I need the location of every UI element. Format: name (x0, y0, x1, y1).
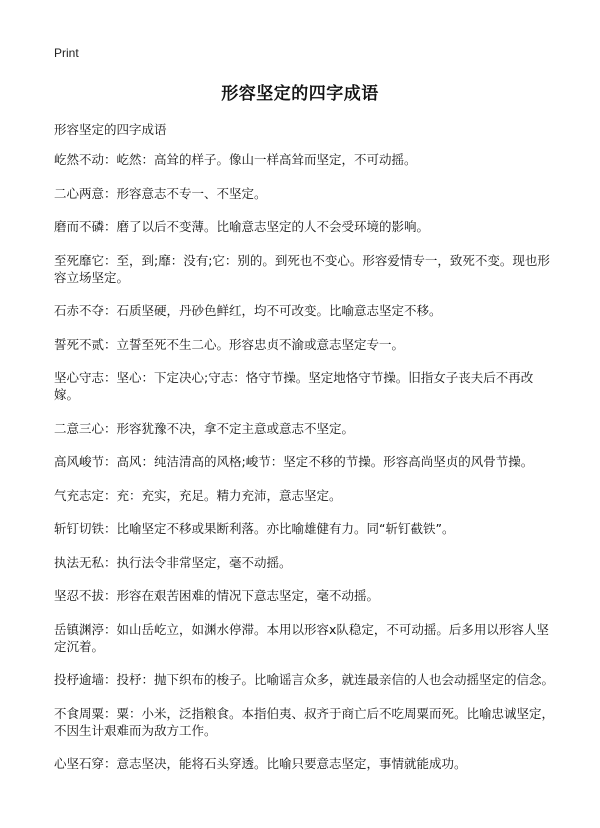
document-title: 形容坚定的四字成语 (221, 84, 379, 104)
idiom-entry: 心坚石穿：意志坚决，能将石头穿透。比喻只要意志坚定，事情就能成功。 (54, 756, 467, 771)
document-subtitle: 形容坚定的四字成语 (54, 122, 167, 137)
idiom-entry: 屹然不动：屹然：高耸的样子。像山一样高耸而坚定，不可动摇。 (54, 152, 417, 167)
idiom-entry: 执法无私：执行法令非常坚定，毫不动摇。 (54, 554, 292, 570)
idiom-entry: 石赤不夺：石质坚硬，丹砂色鲜红，均不可改变。比喻意志坚定不移。 (54, 303, 442, 318)
idiom-entry: 投杼逾墙：投杼：抛下织布的梭子。比喻谣言众多，就连最亲信的人也会动摇坚定的信念。 (54, 672, 555, 687)
idiom-entry: 坚心守志：坚心：下定决心;守志：恪守节操。坚定地恪守节操。旧指女子丧夫后不再改嫁。 (54, 370, 534, 402)
idiom-entry: 至死靡它：至，到;靡：没有;它：别的。到死也不变心。形容爱情专一，致死不变。现也形容立场坚定。 (54, 252, 550, 285)
idiom-entry: 气充志定：充：充实，充足。精力充沛，意志坚定。 (54, 487, 342, 503)
idiom-entry: 不食周粟：粟：小米，泛指粮食。本指伯夷、叔齐于商亡后不吃周粟而死。比喻忠诚坚定，不因生计艰难而为敌方工作。 (54, 705, 555, 738)
idiom-entry: 岳镇渊渟：如山岳屹立，如渊水停滞。本用以形容x队稳定，不可动摇。后多用以形容人坚定沉着。 (54, 621, 549, 654)
idiom-entry: 二心两意：形容意志不专一、不坚定。 (54, 185, 267, 201)
idiom-list (54, 151, 554, 789)
idiom-entry: 高风峻节：高风：纯洁清高的风格;峻节：坚定不移的节操。形容高尚坚贞的风骨节操。 (54, 454, 534, 469)
idiom-entry: 斩钉切铁：比喻坚定不移或果断利落。亦比喻雄健有力。同“斩钉截铁”。 (54, 521, 455, 536)
idiom-entry: 誓死不贰：立誓至死不生二心。形容忠贞不渝或意志坚定专一。 (54, 336, 405, 352)
idiom-entry: 二意三心：形容犹豫不决，拿不定主意或意志不坚定。 (54, 420, 355, 436)
idiom-entry: 磨而不磷：磨了以后不变薄。比喻意志坚定的人不会受环境的影响。 (54, 219, 430, 234)
print-label: Print (54, 46, 79, 60)
idiom-entry: 坚忍不拔：形容在艰苦困难的情况下意志坚定，毫不动摇。 (54, 588, 380, 603)
